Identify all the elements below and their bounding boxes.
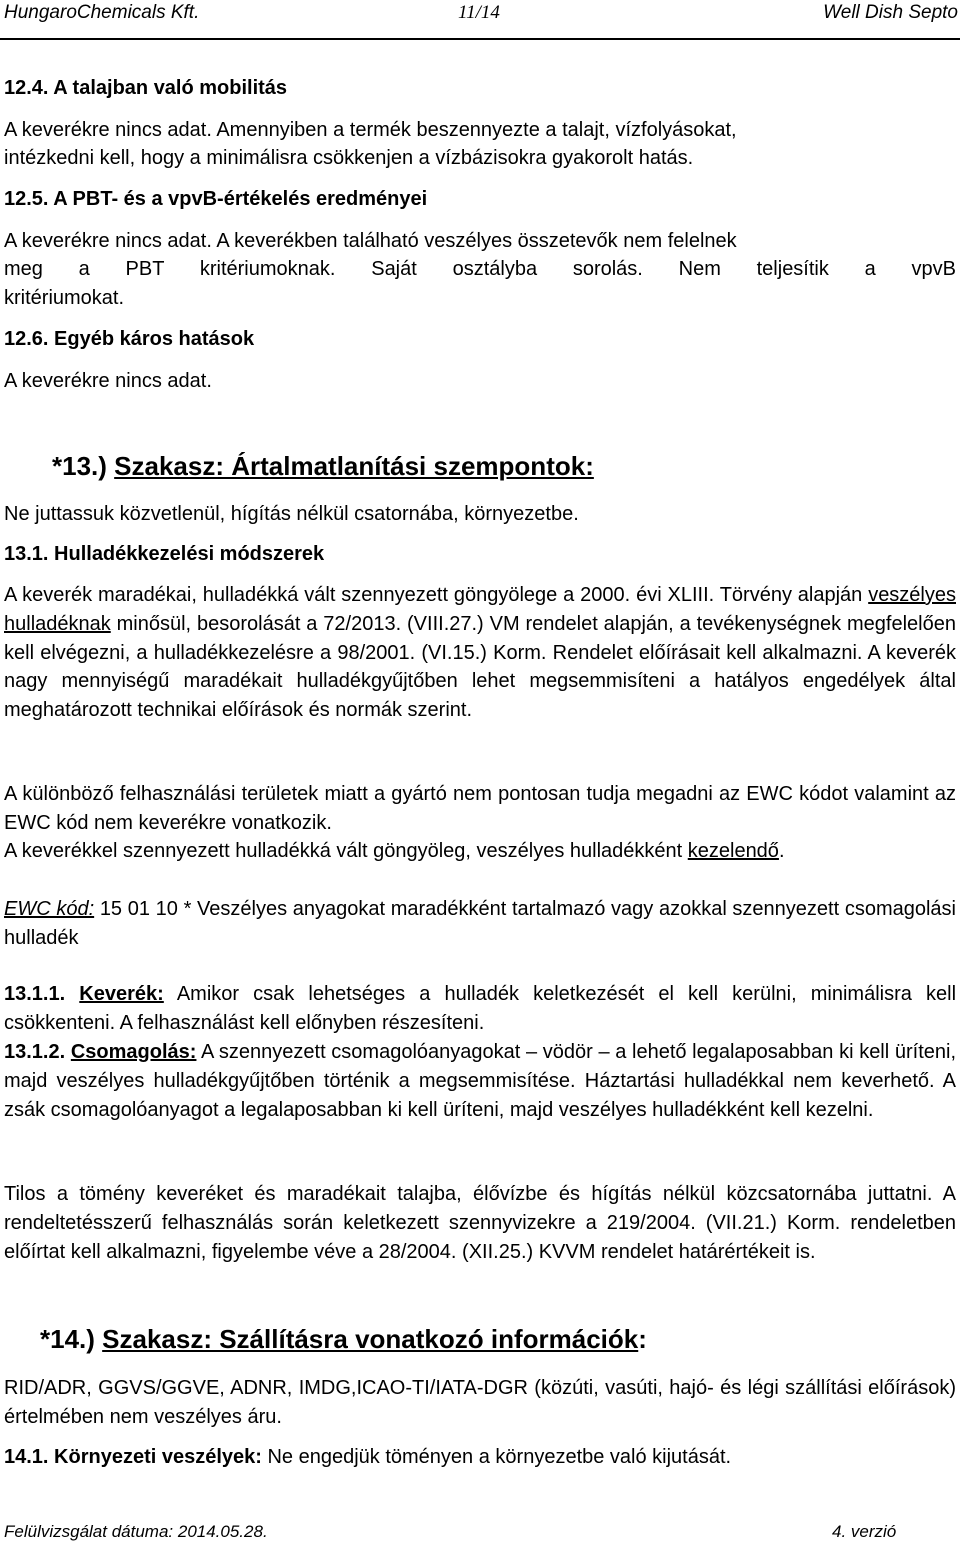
section-13-intro: Ne juttassuk közvetlenül, hígítás nélkül csatornába, környezetbe. [4, 503, 579, 525]
section-13-title-text: Szakasz: Ártalmatlanítási szempontok: [114, 451, 594, 481]
packaging-label: Csomagolás: [70, 1041, 197, 1063]
ewc-code-label: EWC kód: [4, 898, 95, 920]
mixture-label: Keverék: [79, 983, 164, 1005]
header-page-number: 11/14 [458, 2, 500, 23]
section-13-1-2-number: 13.1.2. [4, 1041, 66, 1063]
paragraph-3-end: . [778, 840, 785, 862]
section-12-5-heading: 12.5. A PBT- és a vpvB-értékelés eredményei [4, 188, 428, 210]
paragraph-3-text: A keverékkel szennyezett hulladékká vált göngyöleg, veszélyes hulladékként [4, 840, 683, 862]
hazardous-waste-term: veszélyes hulladéknak [4, 584, 956, 635]
section-13-1-paragraph-1 [4, 581, 956, 725]
ewc-code-paragraph [4, 895, 956, 953]
treatment-term: kezelendő [687, 840, 779, 862]
header-product-name: Well Dish Septo [823, 2, 958, 23]
section-13-1-paragraph-3 [4, 837, 956, 866]
mixture-text: Amikor csak lehetséges a hulladék keletkezését el kell kerülni, minimálisra kell csökkenteni. A felhasználást kell előnyben részesíteni. [4, 983, 957, 1034]
header-company: HungaroChemicals Kft. [4, 2, 200, 23]
paragraph-1-text-b: minősül, besorolását a 72/2013. (VIII.27.) VM rendelet alapján, a tevékenységnek megfelelően kell elvégezni, a hulladékkezelésre a 98/2001. (VI.15.) Korm. Rendelet előírásait kell alkalmazni. A keverék nagy mennyiségű maradékait hulladékgyűjtőben lehet megsemmisíteni a hatályos engedélyek által meghatározott technikai előírások és normák szerint. [4, 612, 956, 722]
section-12-5-line-1: A keverékre nincs adat. A keverékben található veszélyes összetevők nem felelnek [4, 230, 737, 252]
section-13-paragraph-4: Tilos a tömény keveréket és maradékait talajba, élővízbe és hígítás nélkül közcsatornába juttatni. A rendeltetésszerű felhasználás során keletkezett szennyvizekre a 219/2004. (VII.21.) Korm. rendeletben előírtat kell alkalmazni, figyelembe véve a 28/2004. (XII.25.) KVVM rendelet határértékeit is. [4, 1183, 956, 1263]
environmental-hazards-text: Ne engedjük töményen a környezetbe való kijutását. [267, 1446, 732, 1468]
section-13-1-1-number: 13.1.1. [4, 983, 66, 1005]
section-12-5-line-3: kritériumokat. [4, 287, 125, 309]
section-13-title [52, 450, 594, 482]
environmental-hazards-label: 14.1. Környezeti veszélyek: [4, 1446, 262, 1468]
header-divider [0, 38, 960, 40]
footer-review-date: Felülvizsgálat dátuma: 2014.05.28. [4, 1522, 268, 1541]
section-13-1-paragraph-2: A különböző felhasználási területek miatt a gyártó nem pontosan tudja megadni az EWC kódot valamint az EWC kód nem keverékre vonatkozik. [4, 783, 956, 834]
section-13-1-heading: 13.1. Hulladékkezelési módszerek [4, 543, 325, 565]
section-13-1-2-paragraph [4, 1038, 956, 1124]
section-12-6-text: A keverékre nincs adat. [4, 370, 212, 392]
section-14-title [40, 1323, 647, 1355]
ewc-code-text: 15 01 10 * Veszélyes anyagokat maradékként tartalmazó vagy azokkal szennyezett csomagolási hulladék [4, 898, 956, 949]
section-12-4-line-1: A keverékre nincs adat. Amennyiben a termék beszennyezte a talajt, vízfolyásokat, [4, 119, 737, 141]
section-13-1-1-paragraph [4, 980, 956, 1038]
section-12-4-line-2: intézkedni kell, hogy a minimálisra csökkenjen a vízbázisokra gyakorolt hatás. [4, 147, 694, 169]
section-14-text: RID/ADR, GGVS/GGVE, ADNR, IMDG,ICAO-TI/IATA-DGR (közúti, vasúti, hajó- és légi szállítási előírások) értelmében nem veszélyes áru. [4, 1377, 956, 1428]
paragraph-1-text-a: A keverék maradékai, hulladékká vált szennyezett göngyölege a 2000. évi XLIII. Törvény alapján [4, 584, 863, 606]
section-14-colon: : [638, 1324, 647, 1354]
section-12-6-heading: 12.6. Egyéb káros hatások [4, 328, 255, 350]
section-14-1-line [4, 1443, 731, 1471]
section-13-prefix: *13.) [52, 451, 107, 481]
section-12-5-line-2: meg a PBT kritériumoknak. Saját osztályba sorolás. Nem teljesítik a vpvB [4, 258, 956, 280]
packaging-text: A szennyezett csomagolóanyagokat – vödör – a lehető legalaposabban ki kell üríteni, majd veszélyes hulladékgyűjtőben történik a megsemmisítése. Háztartási hulladékkal nem keverhető. A zsák csomagolóanyagot a legalaposabban ki kell üríteni, majd veszélyes hulladékként kell kezelni. [4, 1041, 957, 1121]
section-14-title-text: Szakasz: Szállításra vonatkozó információk [102, 1324, 639, 1354]
section-12-4-heading: 12.4. A talajban való mobilitás [4, 77, 288, 99]
section-14-prefix: *14.) [40, 1324, 95, 1354]
footer-version: 4. verzió [832, 1522, 897, 1541]
